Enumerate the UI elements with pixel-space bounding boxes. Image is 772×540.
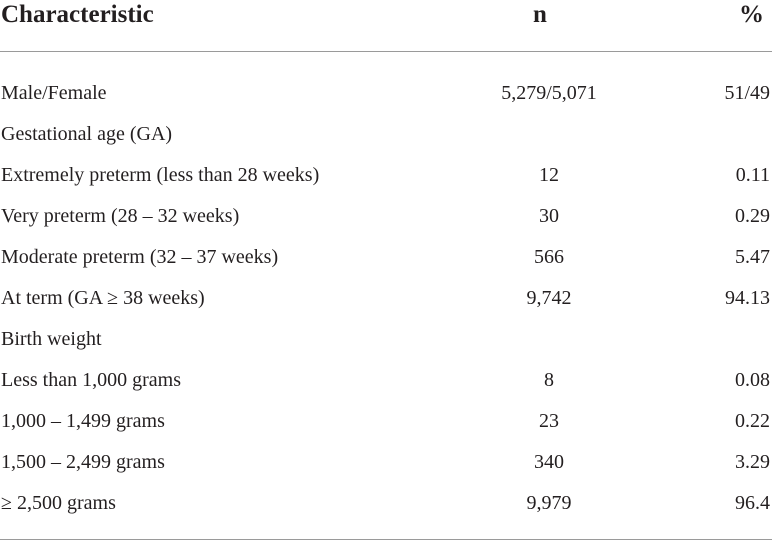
row-percent: 5.47 (735, 246, 770, 268)
row-percent: 94.13 (725, 287, 770, 309)
row-n: 566 (534, 246, 564, 268)
table-body (0, 52, 772, 540)
table-row (0, 160, 772, 190)
row-n: 9,979 (526, 492, 572, 514)
row-n: 340 (534, 451, 564, 473)
row-n: 8 (544, 369, 554, 391)
row-n: 12 (539, 164, 559, 186)
table-row (0, 201, 772, 231)
table-row (0, 406, 772, 436)
row-label: At term (GA ≥ 38 weeks) (1, 287, 205, 309)
table-row (0, 78, 772, 108)
header-n: n (533, 1, 547, 28)
table-row (0, 365, 772, 395)
table-row (0, 283, 772, 313)
row-percent: 0.22 (735, 410, 770, 432)
row-n: 23 (539, 410, 559, 432)
row-label: Very preterm (28 – 32 weeks) (1, 205, 240, 227)
row-n: 30 (539, 205, 559, 227)
table-row (0, 488, 772, 518)
row-percent: 0.29 (735, 205, 770, 227)
row-percent: 0.08 (735, 369, 770, 391)
row-label: 1,500 – 2,499 grams (1, 451, 165, 473)
table-row (0, 242, 772, 272)
row-label: Male/Female (1, 82, 107, 104)
header-percent: % (739, 1, 764, 28)
header-characteristic: Characteristic (1, 1, 154, 28)
table-row (0, 324, 772, 354)
row-percent: 0.11 (735, 164, 770, 186)
row-label: Less than 1,000 grams (1, 369, 181, 391)
row-percent: 3.29 (735, 451, 770, 473)
table-row (0, 447, 772, 477)
row-label: Extremely preterm (less than 28 weeks) (1, 164, 320, 186)
row-label: Birth weight (1, 328, 102, 350)
row-percent: 96.4 (735, 492, 770, 514)
row-label: Gestational age (GA) (1, 123, 173, 145)
row-label: ≥ 2,500 grams (1, 492, 116, 514)
row-n: 5,279/5,071 (501, 82, 597, 104)
table-header (0, 0, 772, 52)
row-label: Moderate preterm (32 – 37 weeks) (1, 246, 279, 268)
row-label: 1,000 – 1,499 grams (1, 410, 165, 432)
row-percent: 51/49 (724, 82, 770, 104)
table-row (0, 119, 772, 149)
row-n: 9,742 (526, 287, 572, 309)
